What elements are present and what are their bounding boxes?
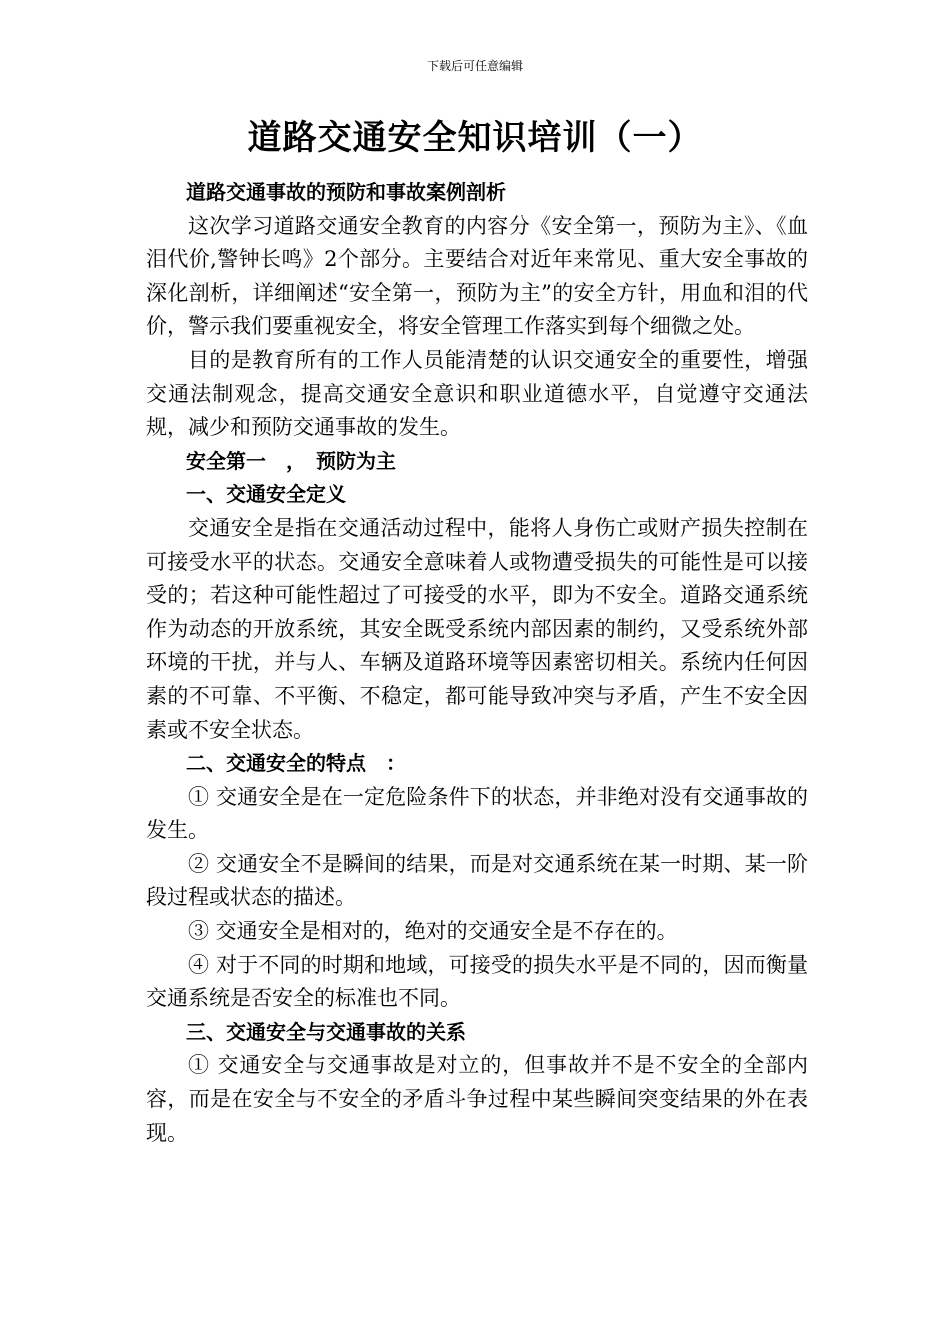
document-title: 道路交通安全知识培训（一） — [247, 118, 703, 158]
header-note: 下载后可任意编辑 — [426, 59, 523, 73]
list-item: ① 交通安全与交通事故是对立的，但事故并不是不安全的全部内容，而是在安全与不安全的矛盾斗争过程中某些瞬间突变结果的外在表现。 — [146, 1053, 808, 1145]
section-heading: 三、交通安全与交通事故的关系 — [186, 1019, 466, 1044]
section-heading: 道路交通事故的预防和事故案例剖析 — [186, 180, 506, 204]
section-heading: 安全第一 ， 预防为主 — [186, 448, 396, 473]
section-heading: 二、交通安全的特点 ： — [186, 751, 406, 776]
paragraph: 这次学习道路交通安全教育的内容分《安全第一，预防为主》、《血泪代价,警钟长鸣》2个部分。主要结合对近年来常见、重大安全事故的深化剖析，详细阐述“安全第一，预防为主”的安全方针，用血和泪的代价，警示我们要重视安全，将安全管理工作落实到每个细微之处。 — [146, 213, 808, 339]
list-item: ③ 交通安全是相对的，绝对的交通安全是不存在的。 — [188, 919, 678, 944]
document-body — [146, 176, 808, 1150]
section-heading: 一、交通安全定义 — [186, 482, 346, 507]
paragraph: 目的是教育所有的工作人员能清楚的认识交通安全的重要性，增强交通法制观念，提高交通安全意识和职业道德水平，自觉遵守交通法规，减少和预防交通事故的发生。 — [146, 347, 808, 440]
list-item: ① 交通安全是在一定危险条件下的状态，并非绝对没有交通事故的发生。 — [146, 784, 808, 843]
list-item: ④ 对于不同的时期和地域，可接受的损失水平是不同的，因而衡量交通系统是否安全的标准也不同。 — [146, 952, 808, 1011]
list-item: ② 交通安全不是瞬间的结果，而是对交通系统在某一时期、某一阶段过程或状态的描述。 — [146, 851, 808, 910]
paragraph: 交通安全是指在交通活动过程中，能将人身伤亡或财产损失控制在可接受水平的状态。交通安全意味着人或物遭受损失的可能性是可以接受的；若这种可能性超过了可接受的水平，即为不安全。道路交通系统作为动态的开放系统，其安全既受系统内部因素的制约，又受系统外部环境的干扰，并与人、车辆及道路环境等因素密切相关。系统内任何因素的不可靠、不平衡、不稳定，都可能导致冲突与矛盾，产生不安全因素或不安全状态。 — [146, 515, 808, 742]
